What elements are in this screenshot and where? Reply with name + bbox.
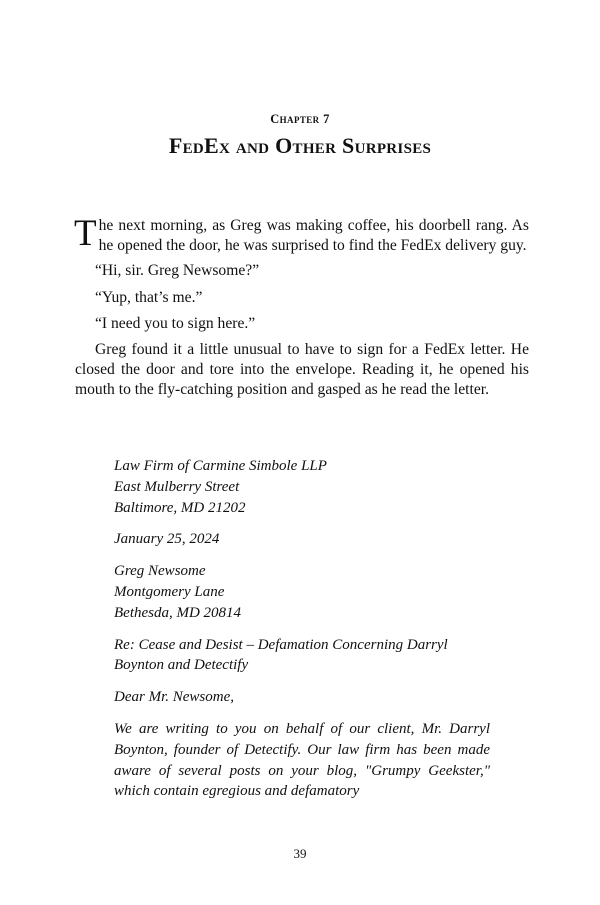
re-subject: [114, 635, 490, 677]
narrative-paragraph: Greg found it a little unusual to have to sign for a FedEx letter. He closed the door and tore into the envelope. Reading it, he opened his mouth to the fly-catching position and gasped as he read the letter.: [75, 341, 529, 399]
drop-cap: T: [74, 213, 97, 254]
recipient-line: Greg Newsome: [114, 563, 206, 580]
page-number: 39: [293, 846, 307, 861]
chapter-body: [74, 213, 529, 401]
chapter-title: FedEx and Other Surprises: [168, 133, 432, 158]
recipient-address: [114, 561, 490, 623]
re-line: Re: Cease and Desist – Defamation Concerning Darryl: [114, 636, 448, 653]
opening-paragraph: [74, 213, 529, 256]
dialogue-line-2: “Yup, that’s me.”: [95, 288, 203, 306]
sender-line: East Mulberry Street: [114, 478, 240, 495]
sender-line: Baltimore, MD 21202: [114, 499, 246, 516]
salutation: [114, 687, 490, 708]
chapter-label: Chapter 7: [270, 112, 330, 126]
recipient-line: Bethesda, MD 20814: [114, 604, 242, 621]
recipient-line: Montgomery Lane: [114, 583, 225, 600]
letter-excerpt: [114, 456, 490, 802]
re-line: Boynton and Detectify: [114, 657, 249, 674]
date-line: January 25, 2024: [114, 531, 220, 548]
letter-date: [114, 529, 490, 550]
salutation-line: Dear Mr. Newsome,: [114, 689, 234, 706]
sender-address: [114, 456, 490, 518]
opening-paragraph-text: he next morning, as Greg was making coffee, his doorbell rang. As he opened the door, he was surprised to find the FedEx delivery guy.: [98, 217, 529, 255]
sender-line: Law Firm of Carmine Simbole LLP: [114, 458, 327, 474]
dialogue-line-3: “I need you to sign here.”: [95, 314, 256, 332]
letter-paragraph: We are writing to you on behalf of our client, Mr. Darryl Boynton, founder of Detectify. Our law firm has been made aware of several posts on your blog, "Grumpy Geekster," which contain egregious and defamatory: [114, 720, 490, 800]
dialogue-line-1: “Hi, sir. Greg Newsome?”: [95, 262, 260, 280]
